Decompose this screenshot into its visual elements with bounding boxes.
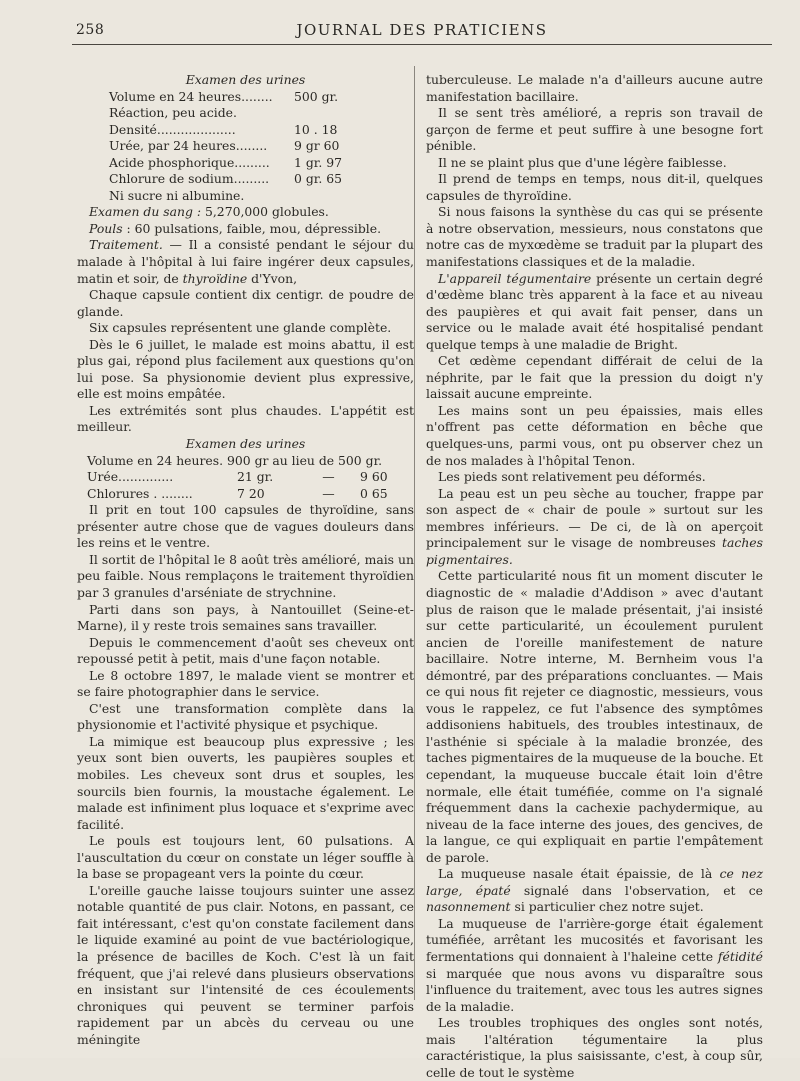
treatment-text: — Il a consisté pendant le séjour du malade à l'hôpital à lui faire ingérer deux capsules, matin et soir, de <box>77 237 414 286</box>
paragraph-text: La muqueuse nasale était épaissie, de là <box>438 866 720 882</box>
paragraph: La mimique est beaucoup plus expressive ; les yeux sont bien ouverts, les paupières souples et mobiles. Les cheveux sont drus et souples, les sourcils bien fournis, la moustache également. Le malade est infiniment plus loquace et s'exprime avec facilité. <box>77 733 414 832</box>
table-row <box>77 122 414 139</box>
row-value: 1 gr. 97 <box>294 154 342 170</box>
row-value: 500 gr. <box>294 88 339 104</box>
row-value: 21 gr. <box>237 469 274 485</box>
paragraph: Les mains sont un peu épaissies, mais elles n'offrent pas cette déformation en bêche que quelques-uns, parmi vous, ont pu observer chez un de nos malades à l'hôpital Tenon. <box>426 402 763 468</box>
paragraph <box>426 486 763 569</box>
blood-exam-text: 5,270,000 globules. <box>201 204 329 220</box>
paragraph <box>426 271 763 354</box>
table-row <box>77 469 414 486</box>
row-dash: — <box>322 485 335 501</box>
paragraph: L'oreille gauche laisse toujours suinter une assez notable quantité de pus clair. Notons, en passant, ce fait intéressant, c'est qu'on constate facilement dans le liquide examiné au point de vue bactériologique, la présence de bacilles de Koch. C'est là un fait fréquent, que j'ai relevé dans plusieurs observations en insistant sur l'intensité de ces écoulements chroniques qui peuvent se terminer parfois rapidement par un abcès du cerveau ou une méningite <box>77 882 414 1047</box>
pulse-label: Pouls <box>89 220 123 236</box>
paragraph: Les pieds sont relativement peu déformés. <box>438 469 706 485</box>
table-row <box>77 486 414 503</box>
treatment-label: Traitement. <box>89 237 163 253</box>
paragraph-text: si marquée que nous avons vu disparaître sous l'influence du traitement, avec tous les autres signes de la maladie. <box>426 965 763 1014</box>
emphasis: L'appareil tégumentaire <box>438 270 592 286</box>
row-value: 0 gr. 65 <box>294 171 342 187</box>
emphasis: fétidité <box>717 948 763 964</box>
row-label: Réaction, peu acide. <box>109 105 237 121</box>
paragraph: Il sortit de l'hôpital le 8 août très amélioré, mais un peu faible. Nous remplaçons le traitement thyroïdien par 3 granules d'arséniate de strychnine. <box>77 551 414 600</box>
paragraph: Il prend de temps en temps, nous dit-il, quelques capsules de thyroïdine. <box>426 171 763 203</box>
row-label: Densité.................... <box>109 121 236 137</box>
urine-exam-title-2: Examen des urines <box>185 436 306 452</box>
paragraph: Le 8 octobre 1897, le malade vient se montrer et se faire photographier dans le service. <box>77 667 414 700</box>
treatment <box>77 237 414 287</box>
paragraph <box>426 916 763 1015</box>
treatment-text-end: d'Yvon, <box>247 270 298 286</box>
table-row <box>77 89 414 106</box>
paragraph-text: La peau est un peu sèche au toucher, frappe par son aspect de « chair de poule » surtout sur les membres inférieurs. — De ci, de là on aperçoit principalement sur le visage de nombreuses <box>426 485 763 551</box>
emphasis: ce nez large, épaté <box>426 866 763 898</box>
paragraph: C'est une transformation complète dans la physionomie et l'activité physique et psychique. <box>77 700 414 733</box>
column-divider <box>414 66 415 1000</box>
blood-exam-label: Examen du sang : <box>89 204 202 220</box>
table-row <box>77 188 414 205</box>
pulse-text: : 60 pulsations, faible, mou, dépressible. <box>122 220 382 236</box>
row-label: Urée.............. <box>87 469 174 485</box>
table-row <box>77 155 414 172</box>
paragraph: Parti dans son pays, à Nantouillet (Seine-et-Marne), il y reste trois semaines sans travailler. <box>77 601 414 634</box>
paragraph: Il se sent très amélioré, a repris son travail de garçon de ferme et peut suffire à une besogne fort pénible. <box>426 105 763 154</box>
table-row <box>77 105 414 122</box>
blood-exam <box>77 204 414 221</box>
emphasis: taches pigmentaires. <box>426 535 763 567</box>
left-column <box>77 72 414 1048</box>
row-value-prior: 0 65 <box>360 485 388 501</box>
paragraph: Cet œdème cependant différait de celui de la néphrite, par le fait que la pression du doigt n'y laissait aucune empreinte. <box>426 353 763 402</box>
urine-exam-table-2 <box>77 453 414 503</box>
table-row <box>77 138 414 155</box>
paragraph-text: si particulier chez notre sujet. <box>510 899 704 915</box>
treatment-drug: thyroïdine <box>182 270 248 286</box>
paragraph: Depuis le commencement d'août ses cheveux ont repoussé petit à petit, mais d'une façon notable. <box>77 634 414 667</box>
row-value: 10 . 18 <box>294 121 338 137</box>
paragraph: Si nous faisons la synthèse du cas qui se présente à notre observation, messieurs, nous constatons que notre cas de myxœdème se traduit par la plupart des manifestations classiques et de la maladie. <box>426 204 763 270</box>
volume-line: Volume en 24 heures. 900 gr au lieu de 500 gr. <box>87 452 383 468</box>
paragraph: Le pouls est toujours lent, 60 pulsations. A l'auscultation du cœur on constate un léger souffle à la base se propageant vers la pointe du cœur. <box>77 833 414 882</box>
paragraph <box>426 866 763 916</box>
page-number: 258 <box>76 22 105 38</box>
paragraph: Chaque capsule contient dix centigr. de poudre de glande. <box>77 287 414 319</box>
urine-exam-title: Examen des urines <box>185 72 306 87</box>
paragraph-text: La muqueuse de l'arrière-gorge était également tuméfiée, arrêtant les mucosités et favorisant les fermentations qui donnaient à l'haleine cette <box>426 915 763 964</box>
row-label: Chlorure de sodium......... <box>109 171 270 187</box>
paragraph: tuberculeuse. Le malade n'a d'ailleurs aucune autre manifestation bacillaire. <box>426 72 763 104</box>
row-label: Ni sucre ni albumine. <box>109 187 245 203</box>
row-label: Urée, par 24 heures........ <box>109 138 268 154</box>
journal-title: JOURNAL DES PRATICIENS <box>296 21 548 39</box>
page-header <box>72 18 772 45</box>
table-row <box>77 453 414 470</box>
paragraph-text: présente un certain degré d'œdème blanc très apparent à la face et au niveau des paupières et qui avait fait penser, dans un service ou le malade avait été hospitalisé pendant quelque temps à une maladie de Bright. <box>426 270 764 352</box>
row-label: Acide phosphorique......... <box>109 154 270 170</box>
paragraph-text: signalé dans l'observation, et ce <box>510 882 763 898</box>
paragraph: Les extrémités sont plus chaudes. L'appétit est meilleur. <box>77 402 414 435</box>
emphasis: nasonnement <box>426 899 511 915</box>
pulse <box>77 221 414 238</box>
right-column <box>426 72 763 1081</box>
table-row <box>77 171 414 188</box>
row-value: 9 gr 60 <box>294 138 340 154</box>
row-value <box>294 188 374 205</box>
paragraph: Dès le 6 juillet, le malade est moins abattu, il est plus gai, répond plus facilement aux questions qu'on lui pose. Sa physionomie devient plus expressive, elle est moins empâtée. <box>77 336 414 402</box>
row-value <box>294 105 374 122</box>
row-label: Volume en 24 heures........ <box>109 88 273 104</box>
paragraph: Il prit en tout 100 capsules de thyroïdine, sans présenter autre chose que de vagues douleurs dans les reins et le ventre. <box>77 502 414 551</box>
row-value: 7 20 <box>237 485 265 501</box>
row-value-prior: 9 60 <box>360 469 388 485</box>
row-label: Chlorures . ........ <box>87 485 193 501</box>
urine-exam-table <box>77 89 414 205</box>
paragraph: Les troubles trophiques des ongles sont notés, mais l'altération tégumentaire la plus caractéristique, la plus saisissante, c'est, à coup sûr, celle de tout le système <box>426 1015 763 1080</box>
paragraph: Six capsules représentent une glande complète. <box>89 320 392 336</box>
row-dash: — <box>322 469 335 485</box>
paragraph: Il ne se plaint plus que d'une légère faiblesse. <box>438 154 727 170</box>
paragraph: Cette particularité nous fit un moment discuter le diagnostic de « maladie d'Addison » avec d'autant plus de raison que le malade présentait, j'ai insisté sur cette particularité, un écoulement purulent ancien de l'oreille manifestement de nature bacillaire. Notre interne, M. Bernheim vous l'a démontré, par des préparations concluantes. — Mais ce qui nous fit rejeter ce diagnostic, messieurs, vous vous le rappelez, ce fut l'absence des symptômes addisoniens habituels, des troubles intestinaux, de l'asthénie si spéciale à la maladie bronzée, des taches pigmentaires de la muqueuse de la bouche. Et cependant, la muqueuse buccale était loin d'être normale, elle était tuméfiée, comme on l'a signalé fréquemment dans la cachexie pachydermique, au niveau de la face interne des joues, des gencives, de la langue, ce qui expliquait en partie l'empâtement de parole. <box>426 568 763 865</box>
